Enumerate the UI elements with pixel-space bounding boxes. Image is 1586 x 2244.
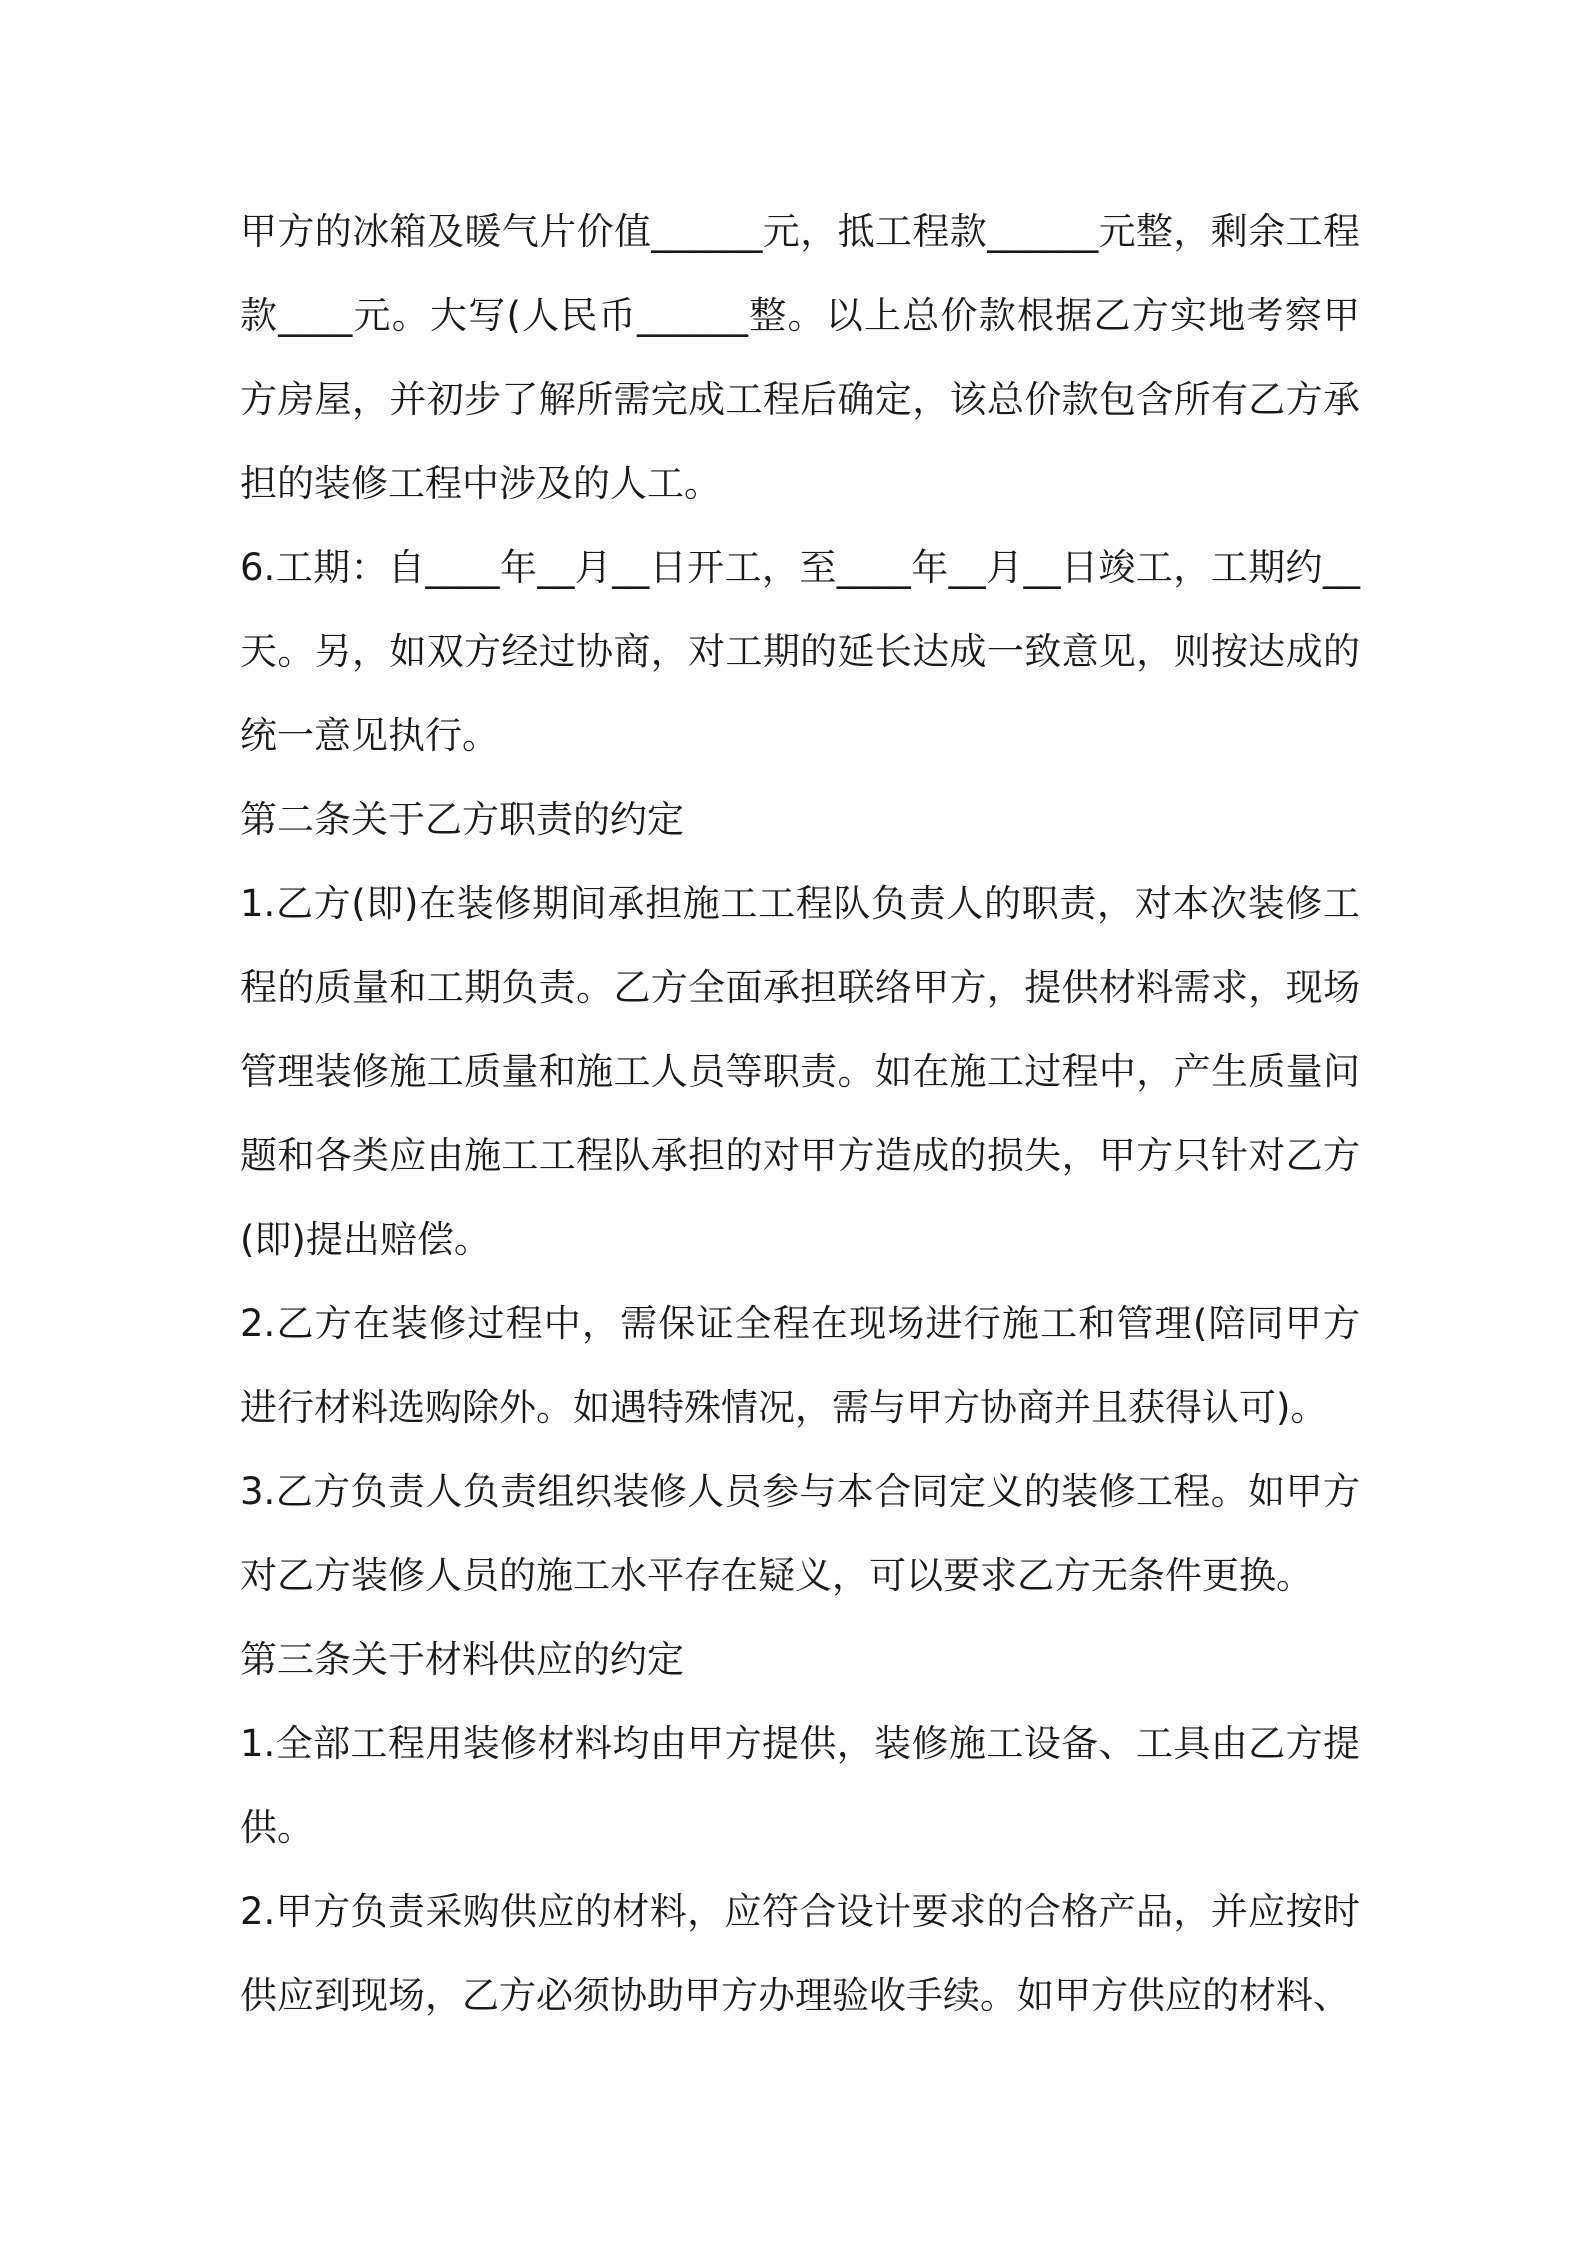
paragraph-article-2-item-1: 1.乙方(即)在装修期间承担施工工程队负责人的职责，对本次装修工程的质量和工期负责。乙方全面承担联络甲方，提供材料需求，现场管理装修施工质量和施工人员等职责。如在施工过程中，产生质量问题和各类应由施工工程队承担的对甲方造成的损失，甲方只针对乙方(即)提出赔偿。 xyxy=(240,882,1360,1261)
paragraph-construction-period: 6.工期：自____年__月__日开工，至____年__月__日竣工，工期约__天。另，如双方经过协商，对工期的延长达成一致意见，则按达成的统一意见执行。 xyxy=(240,546,1360,757)
paragraph-payment-total: 甲方的冰箱及暖气片价值______元，抵工程款______元整，剩余工程款____元。大写(人民币______整。以上总价款根据乙方实地考察甲方房屋，并初步了解所需完成工程后确定，该总价款包含所有乙方承担的装修工程中涉及的人工。 xyxy=(240,210,1360,505)
section-heading-article-2: 第二条关于乙方职责的约定 xyxy=(240,798,684,841)
paragraph-article-3-item-1: 1.全部工程用装修材料均由甲方提供，装修施工设备、工具由乙方提供。 xyxy=(240,1722,1360,1849)
section-heading-article-3: 第三条关于材料供应的约定 xyxy=(240,1638,684,1681)
paragraph-article-3-item-2: 2.甲方负责采购供应的材料，应符合设计要求的合格产品，并应按时供应到现场，乙方必须协助甲方办理验收手续。如甲方供应的材料、 xyxy=(240,1890,1360,2017)
paragraph-article-2-item-2: 2.乙方在装修过程中，需保证全程在现场进行施工和管理(陪同甲方进行材料选购除外。如遇特殊情况，需与甲方协商并且获得认可)。 xyxy=(240,1302,1360,1429)
document-body xyxy=(240,190,1360,2038)
paragraph-article-2-item-3: 3.乙方负责人负责组织装修人员参与本合同定义的装修工程。如甲方对乙方装修人员的施工水平存在疑义，可以要求乙方无条件更换。 xyxy=(240,1470,1360,1597)
